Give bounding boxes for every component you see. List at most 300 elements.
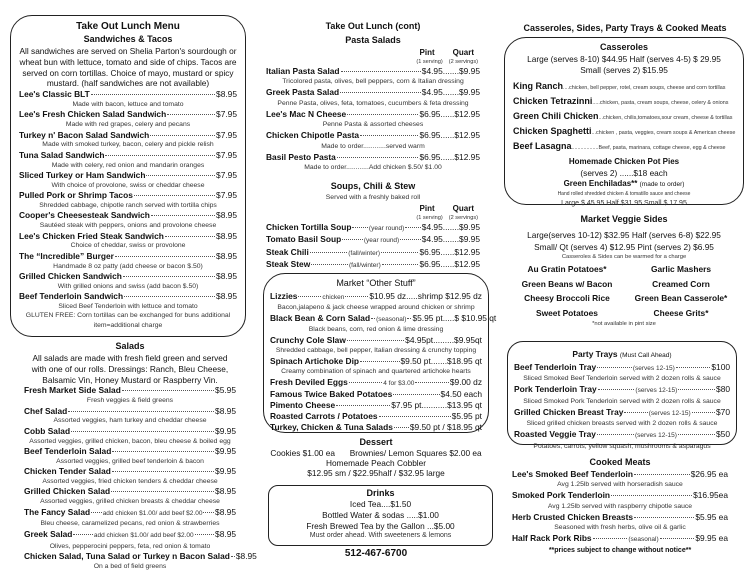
item-name: Grilled Chicken Breast Tray (514, 406, 624, 417)
item-price: $6.95......$12.95 (419, 151, 480, 162)
item-name: Beef Tenderloin Sandwich (19, 291, 124, 302)
menu-item (514, 362, 730, 374)
item-price: $9.95 (215, 466, 236, 477)
menu-item (270, 411, 482, 422)
dot-leader (112, 471, 214, 472)
item-description: Made with celery, red onion and mandarin oranges (51, 161, 205, 169)
menu-item (266, 109, 480, 120)
item-name: The Fancy Salad (24, 506, 91, 517)
menu-item (19, 251, 237, 262)
item-name: Chicken Salad, Tuna Salad or Turkey n Bacon Salad (24, 551, 230, 562)
item-description: Made to order............Add chicken $.50/ $1.00 (304, 164, 442, 172)
dot-leader (115, 256, 215, 257)
item-price: $9.50 pt.......$18.95 qt (400, 356, 482, 366)
item-price: $9.95 (215, 446, 236, 456)
menu-item (514, 407, 730, 419)
item-name: Beef Tenderloin Tray (514, 362, 597, 372)
dot-leader (394, 427, 409, 428)
dot-leader (167, 114, 215, 115)
dot-leader (91, 94, 215, 95)
item-description: Seasoned with fresh herbs, olive oil & garlic (554, 524, 686, 532)
dot-leader (379, 416, 451, 417)
item-name: Black Bean & Corn Salad (270, 313, 371, 323)
item-name: Turkey n' Bacon Salad Sandwich (19, 129, 150, 140)
dot-leader (345, 296, 368, 297)
item-name: Herb Crusted Chicken Breasts (512, 511, 634, 522)
menu-item (514, 429, 730, 441)
dot-leader (134, 195, 215, 196)
menu-item (270, 422, 482, 433)
item-note: add chicken $1.00/ add beef $2.00 (102, 509, 203, 517)
dot-leader (310, 252, 347, 253)
menu-item (19, 271, 237, 282)
dot-leader (660, 538, 695, 539)
dot-leader (371, 318, 375, 319)
warm-note: Casseroles & Sides can be warmed for a charge (561, 254, 687, 260)
item-note: (serves 12-15) (648, 409, 691, 417)
item-name: Smoked Pork Tenderloin (512, 490, 611, 501)
pint-header: Pint (419, 204, 435, 214)
item-description: Assorted veggies, grilled beef tenderloin & bacon (56, 457, 204, 465)
item-price: $8.95 (215, 405, 236, 416)
menu-item (512, 469, 728, 480)
item-price: $4.95.......$9.95 (421, 66, 480, 76)
dot-leader (597, 367, 632, 368)
menu-item (19, 150, 237, 161)
item-price: $7.95 (216, 190, 237, 201)
casserole-item (513, 125, 735, 140)
item-name: Fresh Deviled Eggs (270, 377, 348, 387)
casserole-name: King Ranch (513, 80, 564, 91)
item-name: Spinach Artichoke Dip (270, 356, 360, 366)
item-price: $9.95 (215, 425, 236, 436)
menu-item (266, 87, 480, 98)
item-name: Roasted Veggie Tray (514, 429, 596, 440)
item-name: Greek Pasta Salad (266, 87, 340, 98)
casserole-description: ....chicken, bell pepper, rotel, cream soups, cheese and corn tortillas (563, 84, 726, 91)
menu-item (24, 529, 236, 542)
dot-leader (611, 495, 692, 496)
item-description: Bleu cheese, caramelized pecans, red onion & strawberries (40, 520, 220, 528)
menu-item (19, 89, 237, 100)
item-name: Half Rack Pork Ribs (512, 533, 592, 544)
casserole-item (513, 140, 735, 155)
casserole-sizes: Large (serves 8-10) $44.95 Half (serves 4-5) $ 29.95 (527, 54, 721, 64)
item-price: $26.95 ea (690, 469, 728, 479)
soups-subtitle: Served with a freshly baked roll (325, 194, 421, 202)
menu-title: Take Out Lunch Menu (76, 21, 180, 32)
dot-leader (122, 390, 214, 391)
pint-footnote: *not available in pint size (592, 321, 656, 327)
dot-leader (634, 517, 694, 518)
dot-leader (105, 155, 215, 156)
menu-item (514, 384, 730, 396)
enchiladas-desc: Hand rolled shredded chicken & tomatillo sauce and cheese (557, 191, 691, 198)
item-description: On a bed of field greens (93, 562, 167, 570)
menu-item (24, 507, 236, 520)
casseroles-box (504, 37, 744, 208)
item-price: $50 (716, 429, 730, 440)
item-price: $8.95 (216, 271, 237, 282)
item-price: $7.95 pt...........$13.95 qt (391, 400, 482, 410)
dot-leader (347, 340, 404, 341)
item-price: $80 (716, 384, 731, 395)
dot-leader (381, 252, 418, 253)
item-name: Lee's Mac N Cheese (266, 108, 347, 119)
menu-item (270, 335, 482, 346)
salads-section (24, 340, 257, 571)
meats-list (512, 469, 728, 546)
item-description: Shredded cabbage, chipotle ranch served with tortilla chips (39, 202, 217, 209)
item-note: (fall/winter) (348, 262, 381, 270)
menu-item (24, 446, 236, 457)
casserole-description: ...chicken , pasta, veggies, cream soups & American cheese (591, 129, 736, 136)
enchiladas-prices: Large $ 45.95 Half $31.95 Small $ 17.95 (561, 200, 687, 208)
menu-item (270, 377, 482, 389)
casserole-name: Chicken Spaghetti (513, 125, 592, 136)
menu-item (24, 385, 236, 396)
casseroles-heading: Casseroles (599, 42, 649, 52)
item-description: Assorted veggies, grilled chicken, bacon, bleu cheese & boiled egg (29, 437, 231, 445)
item-price: $4.95.......$9.95 (421, 87, 480, 98)
menu-item (19, 291, 237, 302)
item-description: Made with red grapes, celery and pecans (65, 121, 191, 129)
dot-leader (203, 512, 214, 513)
dot-leader (678, 389, 715, 390)
item-note: (serves 12-15) (632, 365, 675, 372)
item-price: $8.95 (215, 506, 236, 517)
dot-leader (340, 92, 421, 93)
item-description: Avg 1.25lb served with raspberry chipotle sauce (547, 502, 693, 510)
item-name: Lee's Chicken Fried Steak Sandwich (19, 230, 164, 241)
dot-leader (678, 434, 715, 435)
trays-note: (Must Call Ahead) (619, 352, 672, 359)
party-trays-box (507, 341, 737, 450)
sandwiches-box (10, 15, 246, 337)
menu-item (266, 259, 480, 271)
item-note: (serves 12-15) (635, 432, 677, 440)
casserole-item (513, 80, 735, 95)
menu-item (24, 551, 257, 562)
menu-item (266, 247, 480, 259)
dot-leader (111, 491, 214, 492)
quart-serving: (2 servings) (448, 59, 478, 65)
item-price: $4.95pt.........$9.95qt (405, 335, 482, 345)
dot-leader (692, 412, 715, 413)
item-name: Roasted Carrots / Potatoes (270, 411, 378, 421)
dot-leader (311, 264, 348, 265)
veggie-sizes-small: Small/ Qt (serves 4) $12.95 Pint (serves 2) $6.95 (534, 242, 714, 252)
menu-item (270, 400, 482, 411)
casserole-description: .....chicken, pasta, cream soups, cheese, celery & onions (592, 99, 729, 106)
item-price: $9.95 ea (695, 533, 728, 544)
item-price: $6.95......$12.95 (419, 259, 481, 270)
quart-header: Quart (452, 48, 474, 57)
item-note: (seasonal) (628, 536, 659, 544)
gluten-free-note: GLUTEN FREE: Corn tortillas can be exchanged for buns additional item=additional charge (25, 312, 231, 329)
menu-item (19, 130, 237, 141)
dot-leader (400, 239, 421, 240)
enchiladas-heading: Green Enchiladas** (563, 179, 638, 189)
item-name: Crunchy Cole Slaw (270, 335, 346, 345)
pasta-soup-section (266, 20, 480, 272)
item-name: Chicken Chipotle Pasta (266, 130, 360, 141)
item-description: Made with bacon, lettuce and tomato (72, 100, 184, 108)
menu-item (512, 490, 728, 501)
menu-item (266, 66, 480, 77)
dot-leader (336, 405, 390, 406)
item-description: Creamy combination of spinach and quartered artichoke hearts (281, 368, 471, 375)
item-price: $8.95 (216, 210, 237, 221)
dot-leader (341, 71, 421, 72)
menu-item (266, 222, 480, 234)
menu-item (270, 291, 482, 303)
item-price: $7.95 (216, 109, 237, 120)
item-description: Made to order............served warm (321, 142, 425, 150)
item-price: $8.95 (216, 291, 237, 302)
enchiladas-note: (made to order) (639, 181, 685, 189)
cooked-meats-section (512, 456, 728, 556)
item-description: Sliced Smoked Pork Tenderloin served with 2 dozen rolls & sauce (523, 397, 721, 405)
casserole-description: ...chicken, chilis,tomatoes,sour cream, cheese & tortillas (598, 114, 733, 121)
menu-item (266, 152, 480, 163)
item-description: Olives, pepperocini peppers, feta, red onion & tomato (49, 542, 211, 550)
cobbler: Homemade Peach Cobbler (325, 458, 427, 468)
item-price: $8.95 (215, 528, 237, 539)
quart-header: Quart (452, 204, 474, 214)
market-box (263, 273, 497, 433)
item-price: $16.95ea (693, 490, 728, 501)
item-note: (year round) (363, 237, 400, 245)
dot-leader (407, 318, 411, 319)
salads-heading: Salads (115, 341, 145, 351)
item-name: Grilled Chicken Sandwich (19, 271, 122, 282)
menu-item (512, 512, 728, 523)
menu-item (24, 406, 236, 417)
casserole-list (513, 80, 735, 155)
menu-item (24, 486, 236, 497)
item-description: Bacon,jalapeno & jack cheese wrapped around chicken or shrimp (277, 304, 475, 311)
item-description: Handmade 8 oz patty (add cheese or bacon $.50) (53, 262, 203, 270)
dot-leader (337, 157, 419, 158)
dot-leader (393, 394, 439, 395)
item-description: Choice of cheddar, swiss or provolone (70, 242, 186, 250)
menu-item (19, 109, 237, 120)
drinks-note: Must order ahead. With sweeteners & lemons (309, 532, 452, 540)
veggie-side: Green Beans w/ Bacon (521, 278, 613, 289)
item-description: Made with smoked turkey, bacon, celery and pickle relish (42, 141, 214, 149)
quart-serving: (2 servings) (448, 215, 478, 222)
pasta-list (266, 66, 480, 173)
item-price: $7.95 (216, 129, 237, 140)
dot-leader (352, 227, 367, 228)
casserole-name: Beef Lasagna (513, 140, 572, 151)
item-description: With grilled onions and swiss (add bacon $.50) (57, 282, 199, 290)
dot-leader (124, 296, 215, 297)
item-name: Lee's Fresh Chicken Salad Sandwich (19, 109, 167, 120)
menu-item (266, 130, 480, 141)
dot-leader (231, 556, 235, 557)
item-price: $6.95......$12.95 (419, 246, 481, 257)
dot-leader (150, 135, 215, 136)
item-name: Fresh Market Side Salad (24, 385, 121, 396)
item-description: Sliced Smoked Beef Tenderloin served with 2 dozen rolls & sauce (523, 375, 721, 383)
item-price: $8.95 (216, 89, 237, 100)
item-description: Penne Pasta & assorted cheeses (322, 121, 424, 129)
veggie-side: Creamed Corn (652, 278, 710, 289)
menu-item (270, 356, 482, 367)
dot-leader (195, 534, 214, 535)
item-name: Pimento Cheese (270, 400, 336, 410)
dot-leader (597, 434, 634, 435)
trays-list (514, 362, 730, 452)
dot-leader (360, 135, 418, 136)
item-description: Shredded cabbage, bell pepper, Italian dressing & crunchy topping (275, 347, 477, 354)
item-name: Steak Stew (266, 259, 311, 270)
pint-serving: (1 serving) (416, 59, 443, 65)
veggie-sides-section (510, 213, 738, 329)
item-note: (year round) (368, 225, 405, 233)
pint-header: Pint (419, 48, 435, 57)
item-name: Pork Tenderloin Tray (514, 384, 597, 395)
dot-leader (112, 451, 214, 452)
item-description: Black beans, corn, red onion & lime dressing (308, 326, 444, 333)
item-name: Grilled Chicken Salad (24, 486, 111, 497)
dot-leader (634, 474, 690, 475)
item-price: $5.95 (215, 385, 236, 396)
item-price: $8.95 (216, 230, 237, 241)
menu-item (19, 190, 237, 201)
item-name: Lee's Classic BLT (19, 89, 90, 100)
item-price: $6.95......$12.95 (419, 130, 480, 141)
item-price: $70 (716, 406, 730, 417)
item-note: (seasonal) (376, 316, 407, 323)
dot-leader (151, 215, 215, 216)
drinks-box (268, 485, 493, 546)
item-price: $7.95 (216, 149, 237, 160)
item-description: Sliced Beef Tenderloin with lettuce and tomato (58, 303, 198, 311)
right-title: Casseroles, Sides, Party Trays & Cooked Meats (523, 23, 727, 33)
item-description: With choice of provolone, swiss or cheddar cheese (51, 181, 205, 189)
item-price: $4.95.......$9.95 (421, 234, 481, 245)
item-name: Pulled Pork or Shrimp Tacos (19, 190, 133, 201)
item-name: Tomato Basil Soup (266, 234, 342, 245)
casserole-sizes-small: Small (serves 2) $15.95 (580, 64, 668, 75)
veggie-side: Cheesy Broccoli Rice (524, 293, 610, 303)
pasta-heading: Pasta Salads (345, 35, 401, 45)
item-description: Fresh veggies & field greens (86, 397, 174, 405)
cobbler-prices: $12.95 sm / $22.95half / $32.95 large (307, 468, 445, 478)
item-name: Basil Pesto Pasta (266, 151, 336, 162)
item-description: Sliced grilled chicken breasts served with 2 dozen rolls & sauce (526, 420, 718, 428)
dot-leader (123, 276, 215, 277)
item-price: $8.95 (215, 486, 236, 497)
item-description: Sautéed steak with peppers, onions and provolone cheese (39, 222, 217, 230)
item-name: Famous Twice Baked Potatoes (270, 389, 393, 399)
item-description: Penne Pasta, olives, feta, tomatoes, cucumbers & feta dressing (277, 99, 469, 107)
market-heading: Market “Other Stuff” (336, 278, 416, 288)
casserole-description: ..................Beef, pasta, marinara, cottage cheese, egg & cheese (571, 144, 726, 151)
item-price: $5.95 pt (451, 411, 482, 421)
pint-serving: (1 serving) (416, 215, 443, 222)
pot-pie-heading: Homemade Chicken Pot Pies (568, 156, 680, 166)
veggie-sizes: Large(serves 10-12) $32.95 Half (serves 6-8) $22.95 (527, 230, 721, 240)
dot-leader (360, 361, 399, 362)
casserole-name: Chicken Tetrazinni (513, 95, 593, 106)
dot-leader (624, 412, 647, 413)
menu-item (19, 210, 237, 221)
item-name: Beef Tenderloin Salad (24, 446, 112, 456)
brownies: Brownies/ Lemon Squares $2.00 ea (349, 448, 482, 458)
casserole-name: Green Chili Chicken (513, 110, 599, 121)
item-price: $9.50 pt / $18.95 qt (409, 422, 482, 432)
item-name: The “Incredible” Burger (19, 250, 114, 261)
dessert-section (263, 437, 489, 478)
item-description: Tricolored pasta, olives, bell peppers, corn & Italian dressing (282, 78, 464, 86)
veggie-side: Cheese Grits* (653, 307, 709, 318)
dot-leader (405, 227, 420, 228)
item-name: Cooper's Cheesesteak Sandwich (19, 210, 150, 221)
dot-leader (415, 382, 449, 383)
phone-number[interactable]: 512-467-6700 (344, 548, 408, 559)
item-description: Avg 1.25lb served with horseradish sauce (557, 481, 683, 489)
market-list (270, 291, 497, 433)
veggie-side: Sweet Potatoes (536, 307, 598, 318)
item-name: Tuna Salad Sandwich (19, 149, 105, 160)
dot-leader (298, 296, 321, 297)
item-note: (fall/winter) (348, 249, 381, 257)
item-name: Greek Salad (24, 528, 73, 539)
item-price: $7.95 (216, 170, 237, 180)
drink-item: Iced Tea....$1.50 (349, 499, 412, 509)
item-price: $6.95......$12.95 (419, 108, 480, 119)
item-name: Chicken Tortilla Soup (266, 222, 352, 233)
veggie-side: Green Bean Casserole* (634, 293, 728, 303)
meats-heading: Cooked Meats (589, 457, 651, 467)
item-price: $100 (711, 362, 731, 372)
dot-leader (676, 367, 711, 368)
item-name: Chicken Tender Salad (24, 466, 111, 477)
veggie-side: Au Gratin Potatoes* (527, 264, 607, 274)
price-disclaimer: **prices subject to change without notice** (548, 546, 692, 554)
dot-leader (347, 114, 418, 115)
item-description: Potatoes, carrots, yellow squash, mushrooms & asparagus (533, 442, 711, 450)
menu-item (24, 426, 236, 437)
veggie-heading: Market Veggie Sides (580, 214, 668, 224)
casserole-item (513, 110, 735, 125)
item-description: Assorted veggies, grilled chicken breasts & cheddar cheese (40, 498, 220, 506)
item-name: Steak Chili (266, 246, 309, 257)
veggie-side: Garlic Mashers (650, 264, 712, 274)
dot-leader (71, 431, 214, 432)
veggie-grid (510, 262, 738, 320)
menu-item (19, 170, 237, 181)
salads-intro: All salads are made with fresh field green and served with one of our rolls. Dressings: Ranch, Bleu Cheese, Balsamic Vin, Honey Mustard or Raspberry Vin. (31, 353, 229, 385)
item-price: $10.95 dz.....shrimp $12.95 dz (369, 291, 482, 301)
soups-heading: Soups, Chili & Stew (330, 181, 416, 192)
dot-leader (68, 411, 214, 412)
casserole-item (513, 95, 735, 110)
item-name: Sliced Turkey or Ham Sandwich (19, 170, 146, 180)
sandwiches-heading: Sandwiches & Tacos (83, 34, 173, 44)
sandwich-list (19, 89, 237, 311)
item-description: Assorted veggies, ham turkey and cheddar cheese (53, 417, 207, 425)
dot-leader (146, 175, 215, 176)
item-name: Italian Pasta Salad (266, 66, 340, 76)
menu-item (512, 533, 728, 545)
cont-title: Take Out Lunch (cont) (325, 21, 421, 31)
item-note: 4 for $3.00 (383, 380, 415, 387)
